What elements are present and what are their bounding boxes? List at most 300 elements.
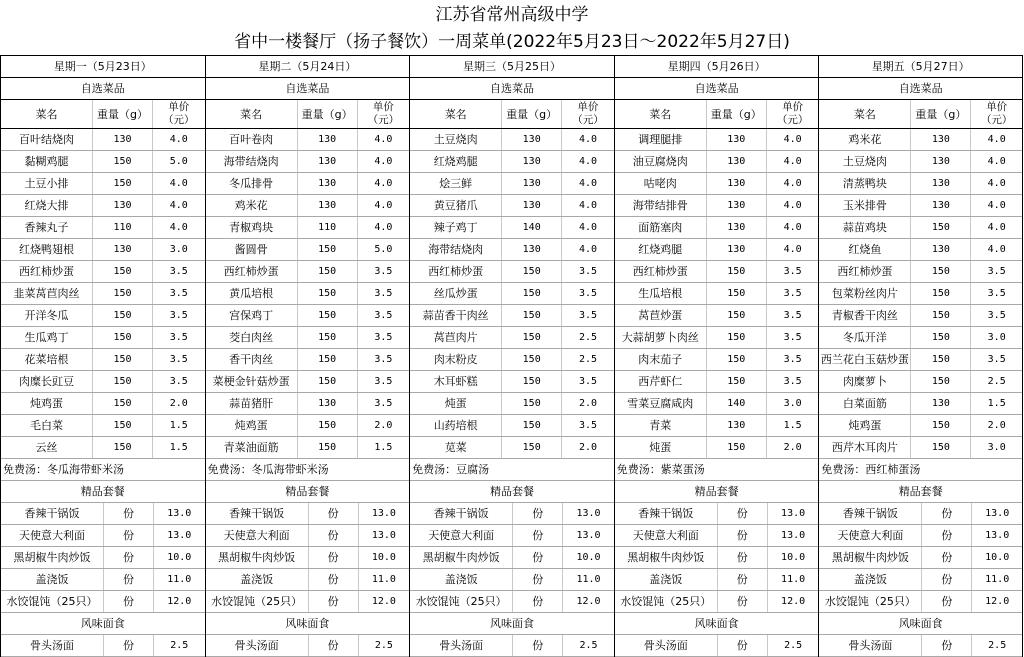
dish-weight: 150 [298,371,358,392]
dish-row [206,129,410,151]
set-unit: 份 [104,503,154,524]
dish-price: 3.5 [169,354,188,365]
dish-price: 4.0 [783,244,802,255]
day-column [818,55,1023,657]
free-soup: 免费汤：紫菜蛋汤 [616,463,705,476]
set-name: 盖浇饭 [206,569,309,590]
dish-price: 4.0 [987,244,1006,255]
section-title [615,481,819,503]
noodle-price: 2.5 [579,640,598,651]
set-row [206,547,410,569]
dish-name: 青菜油面筋 [206,437,298,458]
dish-name: 调理腿排 [615,129,707,150]
dish-price: 3.5 [374,398,393,409]
set-unit: 份 [104,547,154,568]
dish-weight: 130 [707,239,767,260]
col-weight-header: 重量（g） [911,100,971,128]
dish-weight: 150 [93,283,153,304]
set-row [1,503,205,525]
col-price-header [971,100,1022,128]
section-title [615,78,819,100]
set-name: 天使意大利面 [615,525,718,546]
dish-weight: 130 [911,151,971,172]
dish-row [615,129,819,151]
set-meal-label: 精品套餐 [80,485,125,498]
dish-price: 3.5 [169,332,188,343]
dish-row [410,437,614,459]
col-price-label: 单价 [372,101,394,113]
dish-weight: 110 [298,217,358,238]
dish-price: 4.0 [987,134,1006,145]
set-row [1,547,205,569]
dish-name: 炖鸡蛋 [819,415,911,436]
set-name: 水饺馄饨（25只） [410,591,513,612]
dish-weight: 140 [502,217,562,238]
noodle-label: 风味面食 [694,617,739,630]
dish-row [206,415,410,437]
dish-price: 3.5 [374,310,393,321]
col-name-header: 菜名 [615,100,707,128]
dish-weight: 150 [298,239,358,260]
page-subtitle: 省中一楼餐厅（扬子餐饮）一周菜单(2022年5月23日～2022年5月27日) [234,32,790,52]
day-header [615,55,819,78]
dish-weight: 150 [298,437,358,458]
dish-row [1,393,205,415]
dish-weight: 150 [707,349,767,370]
set-row [410,591,614,613]
dish-price: 4.0 [783,200,802,211]
dish-price: 3.5 [374,332,393,343]
col-price-unit: （元） [776,114,809,126]
day-title: 星期二（5月24日） [258,60,357,73]
dish-name: 香辣丸子 [1,217,93,238]
dish-price: 4.0 [374,178,393,189]
dish-weight: 150 [298,349,358,370]
section-title [819,78,1022,100]
dish-name: 青菜 [615,415,707,436]
dish-weight: 130 [298,393,358,414]
dish-row [1,129,205,151]
noodle-unit: 份 [718,635,768,656]
dish-row [1,437,205,459]
section-title [1,613,205,635]
dish-weight: 130 [502,173,562,194]
dish-weight: 130 [502,239,562,260]
dish-row [615,261,819,283]
dish-name: 烩三鲜 [410,173,502,194]
dish-weight: 150 [911,437,971,458]
dish-name: 生瓜培根 [615,283,707,304]
dish-name: 苋菜 [410,437,502,458]
dish-row [410,371,614,393]
set-row [1,569,205,591]
dish-name: 蒜苗鸡块 [819,217,911,238]
set-row [410,547,614,569]
free-soup-row [615,459,819,481]
dish-row [1,173,205,195]
dish-row [819,261,1022,283]
set-unit: 份 [922,525,972,546]
dish-price: 4.0 [169,200,188,211]
day-column [614,55,819,657]
dish-row [1,195,205,217]
dish-name: 炖鸡蛋 [1,393,93,414]
dish-price: 3.5 [783,354,802,365]
set-price: 13.0 [576,530,601,541]
dish-name: 炖鸡蛋 [206,415,298,436]
dish-price: 4.0 [374,222,393,233]
dish-weight: 150 [707,261,767,282]
col-price-unit: （元） [163,114,195,126]
set-unit: 份 [104,525,154,546]
dish-weight: 110 [93,217,153,238]
dish-name: 鸡米花 [819,129,911,150]
dish-row [819,393,1022,415]
dish-name: 西芹木耳肉片 [819,437,911,458]
dish-price: 2.5 [987,376,1006,387]
dish-weight: 150 [93,327,153,348]
dish-name: 炖蛋 [615,437,707,458]
dish-price: 4.0 [987,200,1006,211]
day-header [1,55,205,78]
dish-weight: 130 [93,129,153,150]
dish-name: 莴苣肉片 [410,327,502,348]
dish-row [410,261,614,283]
day-title: 星期五（5月27日） [871,60,970,73]
set-row [206,591,410,613]
dish-price: 2.0 [169,398,188,409]
set-unit: 份 [513,547,563,568]
dish-price: 4.0 [987,222,1006,233]
dish-row [410,151,614,173]
col-price-unit: （元） [980,114,1013,126]
dish-weight: 130 [93,195,153,216]
set-row [819,569,1022,591]
set-price: 12.0 [371,596,396,607]
dish-row [615,151,819,173]
col-price-header [358,100,410,128]
section-title [1,481,205,503]
dish-name: 土豆烧肉 [410,129,502,150]
set-name: 水饺馄饨（25只） [615,591,718,612]
dish-row [410,305,614,327]
dish-weight: 130 [502,195,562,216]
dish-weight: 150 [502,283,562,304]
dish-weight: 150 [911,415,971,436]
dish-price: 4.0 [578,244,598,255]
set-name: 香辣干锅饭 [615,503,718,524]
dish-name: 西红柿炒蛋 [206,261,298,282]
dish-name: 西芹虾仁 [615,371,707,392]
dish-name: 花菜培根 [1,349,93,370]
dish-price: 3.5 [169,288,188,299]
self-select-label: 自选菜品 [80,82,125,95]
set-name: 盖浇饭 [1,569,104,590]
set-name: 天使意大利面 [410,525,513,546]
set-name: 天使意大利面 [206,525,309,546]
set-row [615,547,819,569]
set-meal-label: 精品套餐 [489,485,534,498]
dish-weight: 140 [707,393,767,414]
dish-weight: 150 [298,283,358,304]
dish-weight: 150 [298,327,358,348]
dish-row [615,327,819,349]
set-meal-label: 精品套餐 [285,485,330,498]
set-name: 水饺馄饨（25只） [819,591,922,612]
dish-price: 4.0 [374,200,393,211]
set-unit: 份 [309,547,359,568]
dish-name: 百叶卷肉 [206,129,298,150]
dish-price: 4.0 [578,222,598,233]
noodle-row [206,635,410,657]
free-soup: 免费汤：西红柿蛋汤 [821,463,921,476]
column-headers [819,100,1022,129]
dish-weight: 150 [93,437,153,458]
dish-weight: 130 [911,195,971,216]
set-unit: 份 [309,525,359,546]
noodle-price: 2.5 [784,640,803,651]
dish-weight: 130 [93,239,153,260]
dish-weight: 150 [707,283,767,304]
dish-row [206,173,410,195]
noodle-price: 2.5 [170,640,189,651]
dish-row [206,283,410,305]
section-title [819,481,1022,503]
dish-row [1,283,205,305]
column-headers [206,100,410,129]
set-unit: 份 [104,569,154,590]
dish-price: 1.5 [374,442,393,453]
set-price: 13.0 [781,508,806,519]
dish-row [410,217,614,239]
col-price-label: 单价 [782,101,804,113]
set-price: 13.0 [576,508,601,519]
dish-price: 4.0 [374,134,393,145]
dish-row [819,349,1022,371]
dish-name: 黄瓜培根 [206,283,298,304]
dish-name: 木耳虾糕 [410,371,502,392]
noodle-row [615,635,819,657]
dish-weight: 150 [93,173,153,194]
dish-price: 2.0 [578,398,598,409]
dish-row [819,217,1022,239]
col-price-label: 单价 [577,101,599,113]
dish-weight: 150 [93,349,153,370]
dish-price: 4.0 [169,222,188,233]
dish-name: 海带结排骨 [615,195,707,216]
set-price: 10.0 [167,552,192,563]
set-price: 13.0 [985,530,1010,541]
dish-name: 肉糜萝卜 [819,371,911,392]
dish-name: 玉米排骨 [819,195,911,216]
set-meal-label: 精品套餐 [694,485,739,498]
col-name-header: 菜名 [1,100,93,128]
dish-row [206,217,410,239]
col-weight-header: 重量（g） [298,100,358,128]
dish-weight: 150 [502,349,562,370]
dish-weight: 130 [911,239,971,260]
set-row [1,525,205,547]
day-header [206,55,410,78]
set-unit: 份 [513,503,563,524]
dish-price: 3.5 [374,354,393,365]
set-price: 12.0 [985,596,1010,607]
day-title: 星期一（5月23日） [53,60,152,73]
dish-price: 3.5 [987,266,1006,277]
set-name: 天使意大利面 [1,525,104,546]
noodle-label: 风味面食 [489,617,534,630]
set-name: 盖浇饭 [410,569,513,590]
dish-price: 4.0 [987,156,1006,167]
set-row [819,591,1022,613]
set-row [615,503,819,525]
section-title [410,613,614,635]
dish-row [1,151,205,173]
dish-row [615,371,819,393]
dish-weight: 130 [707,151,767,172]
col-weight-header: 重量（g） [93,100,153,128]
dish-price: 3.5 [578,420,598,431]
dish-weight: 150 [911,371,971,392]
set-name: 香辣干锅饭 [1,503,104,524]
dish-row [206,437,410,459]
set-price: 10.0 [576,552,601,563]
dish-name: 莴苣炒蛋 [615,305,707,326]
dish-row [410,327,614,349]
self-select-label: 自选菜品 [898,82,943,95]
free-soup: 免费汤：豆腐汤 [412,463,490,476]
dish-price: 4.0 [783,178,802,189]
dish-row [615,217,819,239]
dish-name: 蒜苗香干肉丝 [410,305,502,326]
dish-row [615,239,819,261]
dish-row [1,305,205,327]
free-soup-row [1,459,205,481]
dish-weight: 150 [911,305,971,326]
dish-name: 西红柿炒蛋 [1,261,93,282]
noodle-name: 骨头汤面 [410,635,513,656]
set-price: 10.0 [781,552,806,563]
set-row [206,503,410,525]
dish-name: 韭菜莴苣肉丝 [1,283,93,304]
dish-name: 包菜粉丝肉片 [819,283,911,304]
dish-price: 2.0 [578,442,598,453]
dish-row [819,195,1022,217]
dish-price: 3.5 [783,266,802,277]
set-row [410,569,614,591]
dish-name: 红烧大排 [1,195,93,216]
dish-row [615,173,819,195]
dish-name: 红烧鸡腿 [410,151,502,172]
day-column [0,55,205,657]
dish-weight: 130 [911,173,971,194]
set-price: 13.0 [781,530,806,541]
dish-row [615,393,819,415]
dish-name: 酱圆骨 [206,239,298,260]
day-column [205,55,410,657]
dish-name: 青椒香干肉丝 [819,305,911,326]
dish-weight: 130 [707,173,767,194]
set-name: 盖浇饭 [819,569,922,590]
dish-weight: 130 [707,217,767,238]
dish-name: 丝瓜炒蛋 [410,283,502,304]
dish-row [615,305,819,327]
free-soup-row [410,459,614,481]
dish-row [206,239,410,261]
dish-price: 4.0 [578,156,598,167]
dish-row [206,195,410,217]
dish-name: 山药培根 [410,415,502,436]
section-title [206,481,410,503]
dish-price: 4.0 [783,134,802,145]
dish-weight: 150 [502,261,562,282]
dish-price: 3.0 [987,442,1006,453]
dish-price: 4.0 [169,134,188,145]
noodle-name: 骨头汤面 [206,635,309,656]
section-title [1,78,205,100]
day-title: 星期四（5月26日） [667,60,766,73]
dish-weight: 130 [502,151,562,172]
dish-name: 海带结烧肉 [206,151,298,172]
dish-row [819,415,1022,437]
dish-price: 3.5 [578,376,598,387]
dish-weight: 130 [707,415,767,436]
free-soup: 免费汤：冬瓜海带虾米汤 [3,463,124,476]
dish-weight: 150 [93,305,153,326]
section-title [206,613,410,635]
set-price: 13.0 [371,530,396,541]
set-price: 12.0 [576,596,601,607]
noodle-name: 骨头汤面 [615,635,718,656]
day-header [819,55,1022,78]
set-unit: 份 [922,591,972,612]
set-name: 黑胡椒牛肉炒饭 [206,547,309,568]
dish-name: 海带结烧肉 [410,239,502,260]
set-row [1,591,205,613]
set-unit: 份 [309,503,359,524]
dish-name: 清蒸鸭块 [819,173,911,194]
dish-weight: 130 [911,393,971,414]
dish-row [410,129,614,151]
dish-name: 菜梗金针菇炒蛋 [206,371,298,392]
set-price: 11.0 [371,574,396,585]
noodle-label: 风味面食 [80,617,125,630]
dish-name: 冬瓜开洋 [819,327,911,348]
dish-weight: 150 [707,371,767,392]
noodle-price: 2.5 [988,640,1007,651]
dish-weight: 150 [502,305,562,326]
dish-name: 毛白菜 [1,415,93,436]
set-name: 盖浇饭 [615,569,718,590]
dish-name: 西红柿炒蛋 [615,261,707,282]
dish-row [819,305,1022,327]
set-row [819,547,1022,569]
col-name-header: 菜名 [819,100,911,128]
menu-grid [0,55,1023,657]
dish-name: 红烧鱼 [819,239,911,260]
dish-price: 2.0 [374,420,393,431]
dish-row [1,261,205,283]
noodle-unit: 份 [513,635,563,656]
free-soup: 免费汤：冬瓜海带虾米汤 [207,463,329,476]
dish-price: 3.0 [987,332,1006,343]
set-name: 黑胡椒牛肉炒饭 [819,547,922,568]
dish-name: 蒜苗猪肝 [206,393,298,414]
dish-name: 咕咾肉 [615,173,707,194]
set-name: 黑胡椒牛肉炒饭 [615,547,718,568]
dish-row [819,437,1022,459]
dish-name: 大蒜胡萝卜肉丝 [615,327,707,348]
